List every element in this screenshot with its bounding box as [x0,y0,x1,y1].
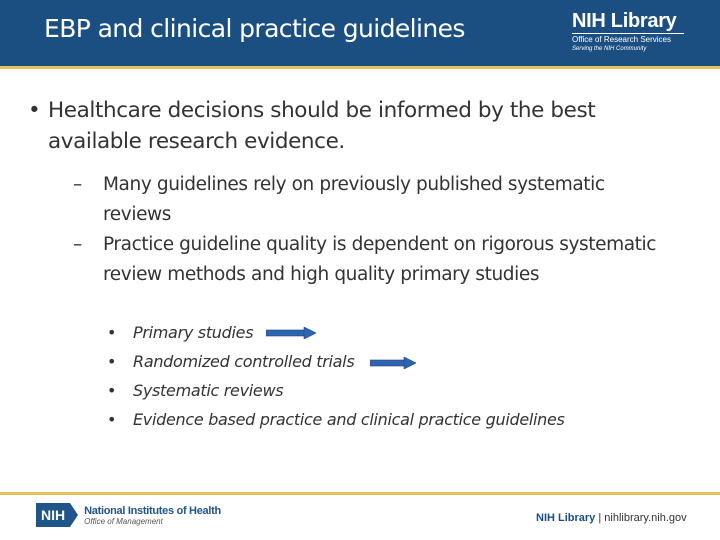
nih-library-logo-tagline: Serving the NIH Community [572,46,647,52]
footer-url: nihlibrary.nih.gov [604,512,687,524]
bullet-dot-icon: • [107,323,117,342]
bullet-level1 [28,95,688,157]
right-arrow-icon [370,357,416,369]
nih-logo [36,502,221,528]
bullet-level3-4 [107,410,565,430]
nih-badge: NIH [36,503,70,527]
bullet-level3-1-text: Primary studies [133,323,254,342]
footer-separator: | [598,512,602,524]
bullet-level2-1-text: Many guidelines rely on previously published systematic reviews [103,174,605,225]
slide-title: EBP and clinical practice guidelines [44,14,465,43]
nih-library-logo-office: Office of Research Services [572,33,684,45]
bullet-level3-1 [107,323,254,343]
bullet-dot-icon: • [107,352,117,371]
bullet-level2-1 [73,170,663,230]
bullet-level3-2 [107,352,355,372]
nih-library-logo-name: NIH Library [572,10,677,32]
bullet-level3-3-text: Systematic reviews [133,381,284,400]
right-arrow-icon [266,327,316,339]
bullet-level2-2-text: Practice guideline quality is dependent on rigorous systematic review methods and high quality primary studies [103,234,657,285]
bullet-level2-2 [73,230,663,290]
footer-gold-rule [0,492,720,495]
bullet-dot-icon: • [107,381,117,400]
nih-logo-text [84,505,221,526]
dash-icon: – [73,234,82,255]
footer-library-url [536,512,687,524]
nih-name: National Institutes of Health [84,504,221,517]
bullet-dot-icon: • [107,410,117,429]
bullet-level3-3 [107,381,284,401]
nih-office: Office of Management [84,516,163,526]
bullet-dot-icon: • [28,98,41,123]
dash-icon: – [73,174,82,195]
bullet-level3-4-text: Evidence based practice and clinical practice guidelines [133,410,565,429]
footer-library-name: NIH Library [536,512,596,524]
bullet-level3-2-text: Randomized controlled trials [133,352,355,371]
bullet-level1-text: Healthcare decisions should be informed by the best available research evidence. [48,98,596,154]
